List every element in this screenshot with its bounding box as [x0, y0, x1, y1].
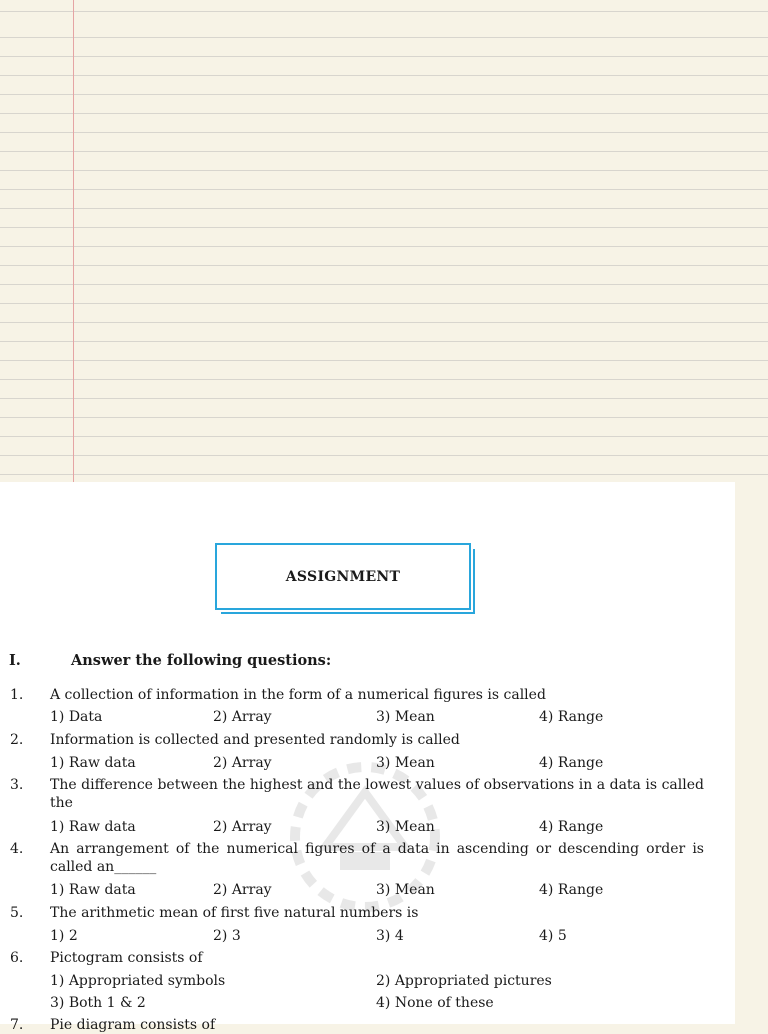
question-stem: Pictogram consists of: [50, 950, 203, 966]
option: 1) 2: [50, 928, 78, 944]
option: 4) Range: [539, 709, 604, 725]
option: 4) Range: [539, 882, 604, 898]
option: 4) None of these: [376, 995, 494, 1011]
option: 2) Array: [213, 882, 272, 898]
option: 3) Mean: [376, 709, 435, 725]
option: 3) Both 1 & 2: [50, 995, 146, 1011]
option: 3) Mean: [376, 755, 435, 771]
notebook-background: [0, 0, 768, 482]
question-1-options: [0, 708, 735, 726]
option: 2) Appropriated pictures: [376, 973, 552, 989]
option: 2) Array: [213, 755, 272, 771]
assignment-sheet: [0, 482, 735, 1033]
option: 1) Appropriated symbols: [50, 973, 226, 989]
question-stem: An arrangement of the numerical figures of a data in ascending or descending order is called an______: [50, 841, 704, 875]
question-number: 3.: [10, 777, 24, 793]
question-number: 1.: [10, 687, 24, 703]
option: 4) Range: [539, 819, 604, 835]
assignment-title-box: [215, 543, 471, 610]
question-2-options: [0, 754, 735, 772]
question-number: 4.: [10, 841, 24, 857]
option: 1) Data: [50, 709, 103, 725]
question-stem: Information is collected and presented randomly is called: [50, 732, 460, 748]
assignment-title: ASSIGNMENT: [285, 568, 401, 585]
option: 3) 4: [376, 928, 404, 944]
option: 1) Raw data: [50, 755, 136, 771]
option: 2) 3: [213, 928, 241, 944]
option: 4) 5: [539, 928, 567, 944]
option: 3) Mean: [376, 882, 435, 898]
question-6-options-row-1: [0, 972, 735, 990]
question-stem: The arithmetic mean of first five natural numbers is: [50, 905, 419, 921]
margin-line: [73, 0, 74, 482]
option: 1) Raw data: [50, 882, 136, 898]
question-stem: Pie diagram consists of: [50, 1017, 216, 1033]
question-5-options: [0, 927, 735, 945]
question-3-options: [0, 818, 735, 836]
option: 1) Raw data: [50, 819, 136, 835]
option: 2) Array: [213, 819, 272, 835]
question-6-options-row-2: [0, 994, 735, 1012]
question-number: 7.: [10, 1017, 24, 1033]
question-stem: The difference between the highest and the lowest values of observations in a data is called the: [50, 777, 704, 811]
ruled-lines: [0, 0, 768, 482]
question-4-options: [0, 881, 735, 899]
section-title: Answer the following questions:: [71, 652, 332, 669]
question-stem: A collection of information in the form of a numerical figures is called: [50, 687, 546, 703]
option: 2) Array: [213, 709, 272, 725]
option: 3) Mean: [376, 819, 435, 835]
option: 4) Range: [539, 755, 604, 771]
question-number: 5.: [10, 905, 24, 921]
section-number: I.: [9, 652, 21, 669]
question-number: 2.: [10, 732, 24, 748]
question-number: 6.: [10, 950, 24, 966]
